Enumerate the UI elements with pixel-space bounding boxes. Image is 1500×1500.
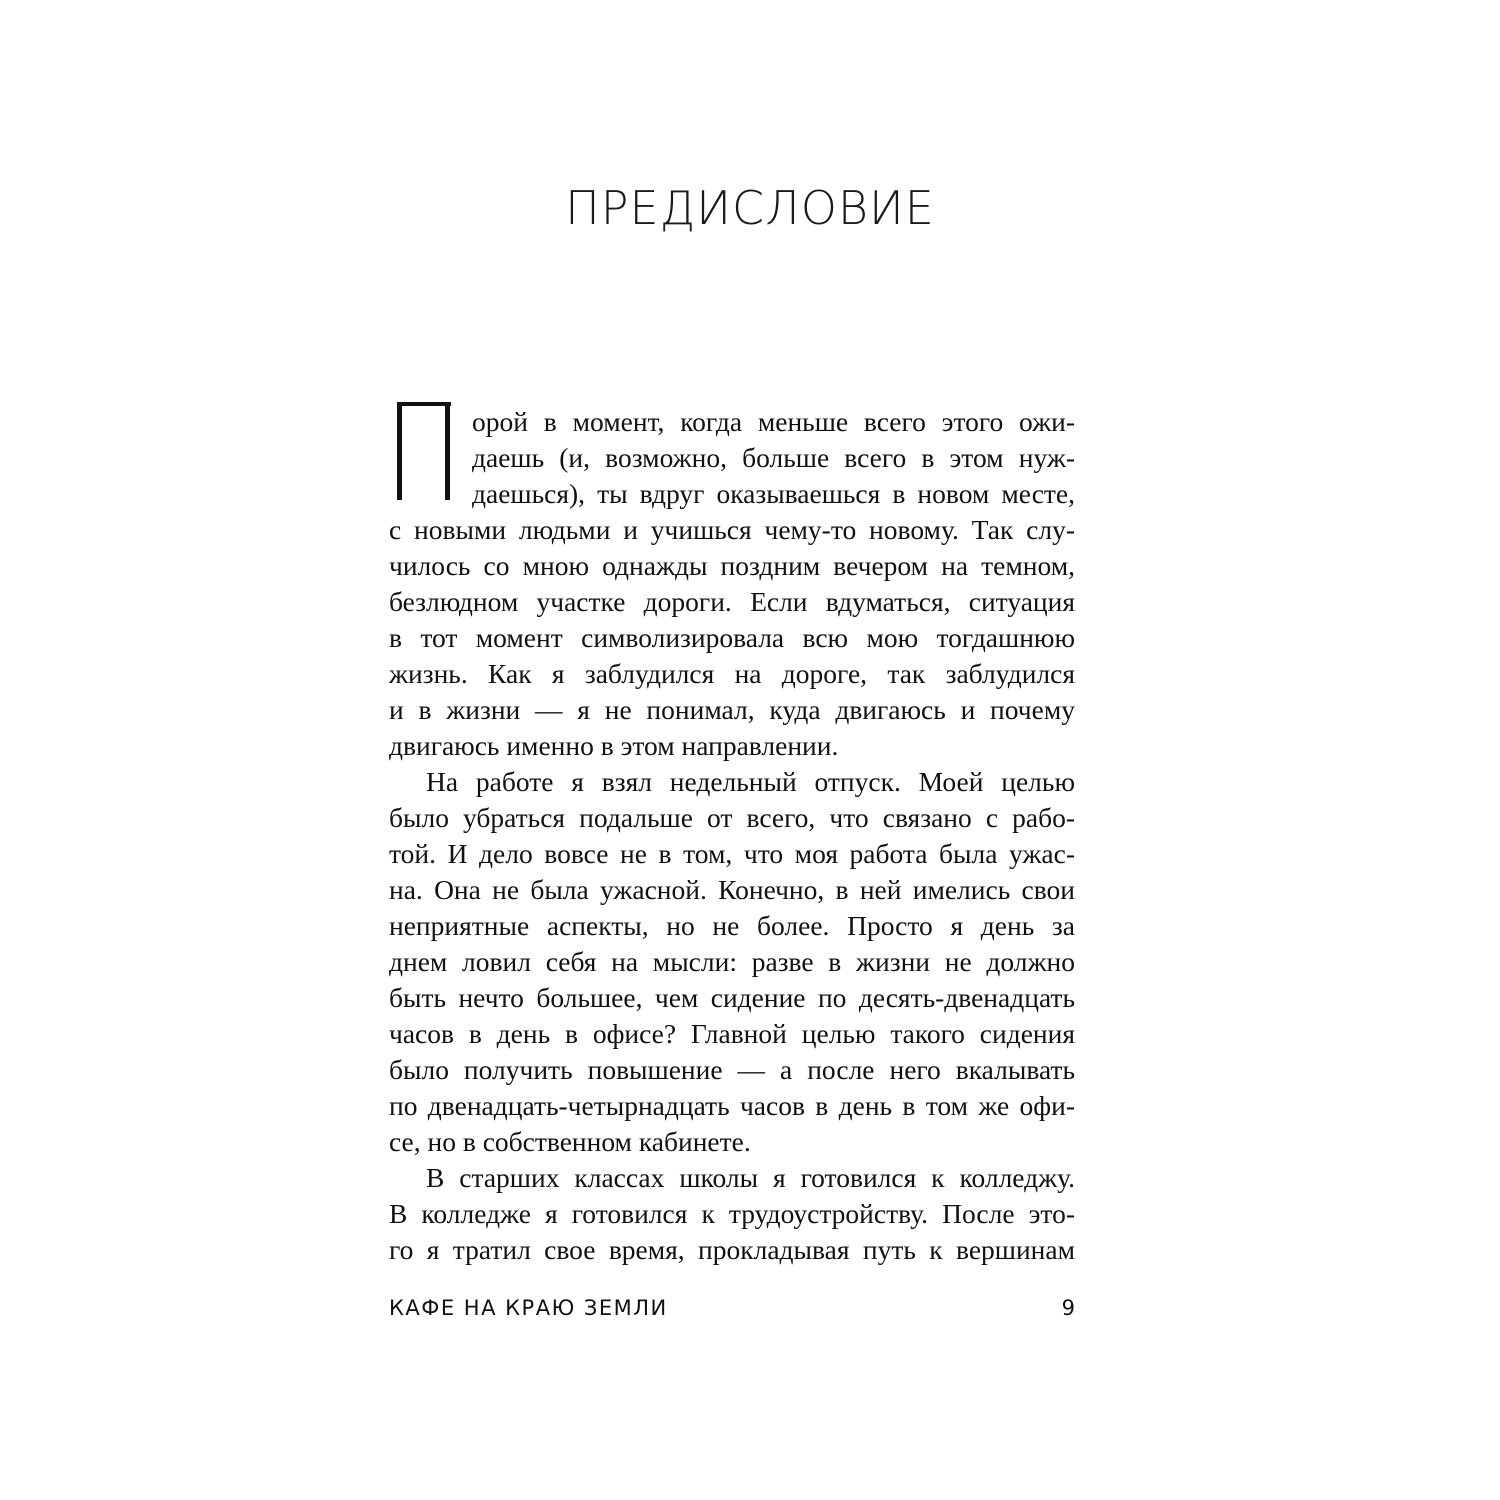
text-line: с новыми людьми и учишься чему-то новому. Так слу-: [389, 514, 1075, 545]
text-line: На работе я взял недельный отпуск. Моей целью: [426, 766, 1075, 797]
text-line: чилось со мною однажды поздним вечером на темном,: [389, 550, 1075, 581]
text-line: и в жизни — я не понимал, куда двигаюсь и почему: [389, 694, 1075, 725]
text-line: даешь (и, возможно, больше всего в этом нуж-: [472, 442, 1075, 473]
text-line: было убраться подальше от всего, что связано с рабо-: [389, 802, 1075, 833]
running-footer-title: КАФЕ НА КРАЮ ЗЕМЛИ: [389, 1296, 668, 1320]
chapter-title: ПРЕДИСЛОВИЕ: [565, 181, 935, 235]
text-line: безлюдном участке дороги. Если вдуматься, ситуация: [389, 586, 1075, 617]
text-line: в тот момент символизировала всю мою тогдашнюю: [389, 622, 1075, 653]
text-line: се, но в собственном кабинете.: [389, 1126, 751, 1157]
text-line: двигаюсь именно в этом направлении.: [389, 730, 839, 761]
text-line: часов в день в офисе? Главной целью такого сидения: [389, 1018, 1075, 1049]
text-line: быть нечто большее, чем сидение по десять-двенадцать: [389, 982, 1075, 1013]
text-line: В старших классах школы я готовился к колледжу.: [426, 1162, 1075, 1193]
text-line: днем ловил себя на мысли: разве в жизни не должно: [389, 946, 1075, 977]
text-line: по двенадцать-четырнадцать часов в день в том же офи-: [389, 1090, 1075, 1121]
text-line: В колледже я готовился к трудоустройству. После это-: [389, 1198, 1075, 1229]
text-line: жизнь. Как я заблудился на дороге, так заблудился: [389, 658, 1075, 689]
text-line: той. И дело вовсе не в том, что моя работа была ужас-: [389, 838, 1075, 869]
page-number: 9: [1061, 1296, 1075, 1320]
text-line: неприятные аспекты, но не более. Просто я день за: [389, 910, 1075, 941]
text-line: го я тратил свое время, прокладывая путь к вершинам: [389, 1234, 1075, 1265]
text-line: даешься), ты вдруг оказываешься в новом месте,: [472, 478, 1075, 509]
text-line: на. Она не была ужасной. Конечно, в ней имелись свои: [389, 874, 1075, 905]
text-line: было получить повышение — а после него вкалывать: [389, 1054, 1075, 1085]
text-line: орой в момент, когда меньше всего этого ожи-: [472, 406, 1075, 437]
